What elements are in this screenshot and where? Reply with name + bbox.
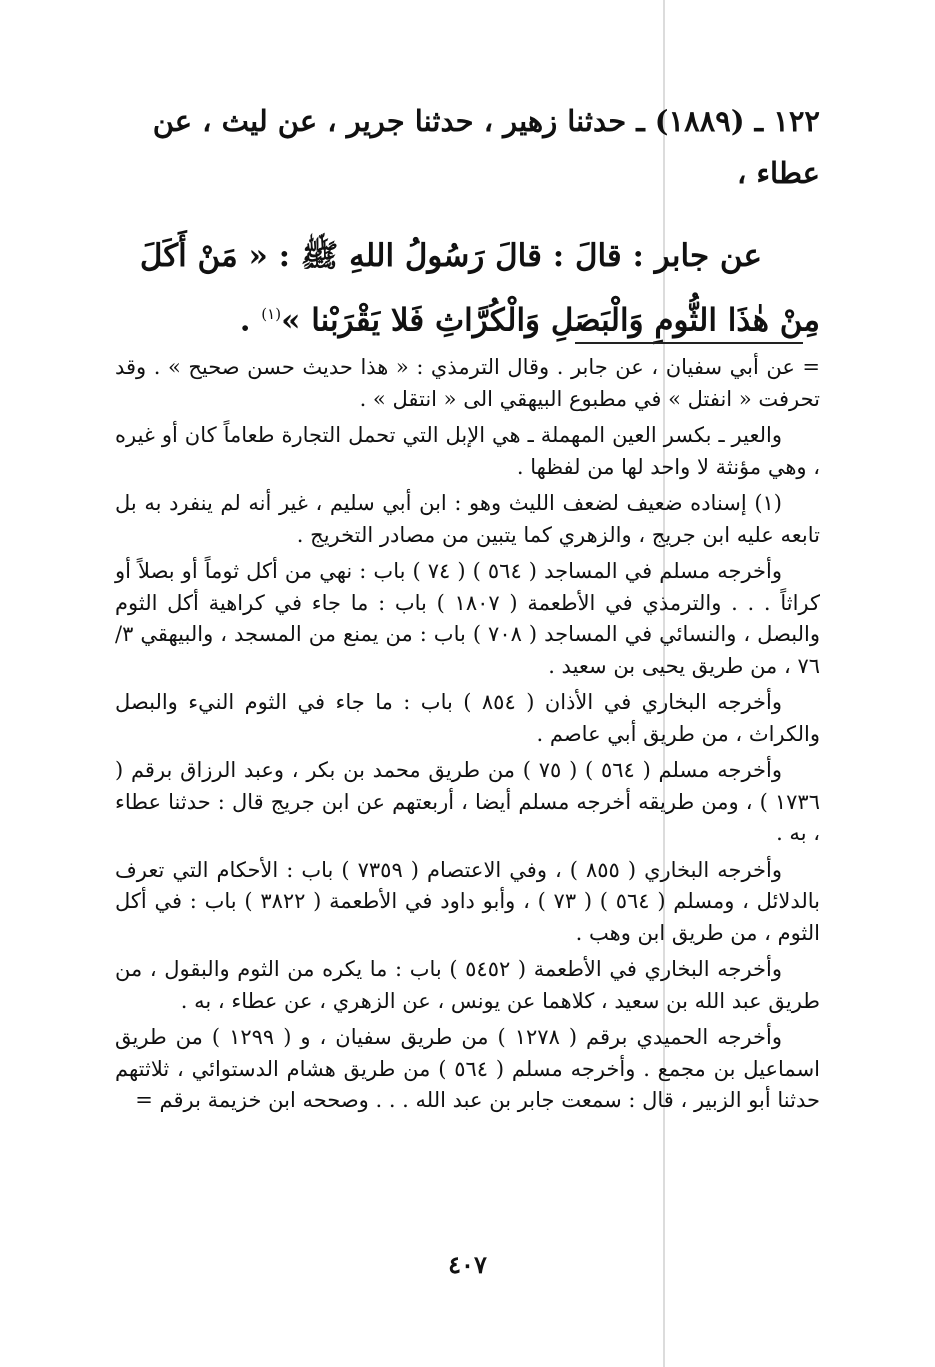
page-number: ٤٠٧	[448, 1250, 487, 1279]
footnote-paragraph: وأخرجه مسلم في المساجد ( ٥٦٤ ) ( ٧٤ ) باب : نهي من أكل ثوماً أو بصلاً أو كراثاً . . . والترمذي في الأطعمة ( ١٨٠٧ ) باب : ما جاء في كراهية أكل الثوم والبصل ، والنسائي في المساجد ( ٧٠٨ ) باب : من يمنع من المسجد ، والبيهقي ٣/ ٧٦ ، من طريق يحيى بن سعيد .	[115, 559, 820, 678]
footnote-paragraph: = عن أبي سفيان ، عن جابر . وقال الترمذي : « هذا حديث حسن صحيح » . وقد تحرفت « انفتل » في مطبوع البيهقي الى « انتقل » .	[115, 355, 820, 411]
footnote-paragraph: وأخرجه البخاري ( ٨٥٥ ) ، وفي الاعتصام ( ٧٣٥٩ ) باب : الأحكام التي تعرف بالدلائل ، ومسلم ( ٥٦٤ ) ( ٧٣ ) ، وأبو داود في الأطعمة ( ٣٨٢٢ ) باب : في أكل الثوم ، من طريق ابن وهب .	[115, 857, 821, 945]
footnote-separator	[575, 342, 803, 344]
footnote-paragraph: (١) إسناده ضعيف لضعف الليث وهو : ابن أبي سليم ، غير أنه لم ينفرد به بل تابعه عليه ابن جريج ، والزهري كما يتبين من مصادر التخريج .	[115, 491, 820, 547]
hadith-text	[115, 227, 820, 349]
isnad-chain: ١٢٢ ـ (١٨٨٩) ـ حدثنا زهير ، حدثنا جرير ، عن ليث ، عن عطاء ،	[152, 104, 820, 190]
footnote-paragraph: وأخرجه مسلم ( ٥٦٤ ) ( ٧٥ ) من طريق محمد بن بكر ، وعبد الرزاق برقم ( ١٧٣٦ ) ، ومن طريقه أخرجه مسلم أيضا ، أربعتهم عن ابن جريج قال : حدثنا عطاء ، به .	[115, 758, 820, 845]
hadith-matn: عن جابر : قالَ : قالَ رَسُولُ اللهِ ﷺ : « مَنْ أَكَلَ مِنْ هٰذَا الثُّومِ وَالْبَصَلِ وَالْكُرَّاثِ فَلا يَقْرَبْنا »	[139, 238, 820, 339]
footnote-paragraph: وأخرجه البخاري في الأذان ( ٨٥٤ ) باب : ما جاء في الثوم النيء والبصل والكراث ، من طريق أبي عاصم .	[115, 690, 820, 746]
footnote-reference: (١)	[261, 305, 282, 323]
footnotes-section	[115, 352, 820, 1122]
hadith-section	[115, 95, 820, 349]
footnote-paragraph: والعير ـ بكسر العين المهملة ـ هي الإبل التي تحمل التجارة طعاماً كان أو غيره ، وهي مؤنثة لا واحد لها من لفظها .	[115, 423, 820, 479]
hadith-end-punctuation: .	[239, 302, 262, 339]
footnote-paragraph: وأخرجه الحميدي برقم ( ١٢٧٨ ) من طريق سفيان ، و ( ١٢٩٩ ) من طريق اسماعيل بن مجمع . وأخرجه مسلم ( ٥٦٤ ) من طريق هشام الدستوائي ، ثلاثتهم حدثنا أبو الزبير ، قال : سمعت جابر بن عبد الله . . . وصححه ابن خزيمة برقم =	[115, 1025, 820, 1112]
footnote-paragraph: وأخرجه البخاري في الأطعمة ( ٥٤٥٢ ) باب : ما يكره من الثوم والبقول ، من طريق عبد الله بن سعيد ، كلاهما عن يونس ، عن الزهري ، عن عطاء ، به .	[115, 957, 820, 1013]
